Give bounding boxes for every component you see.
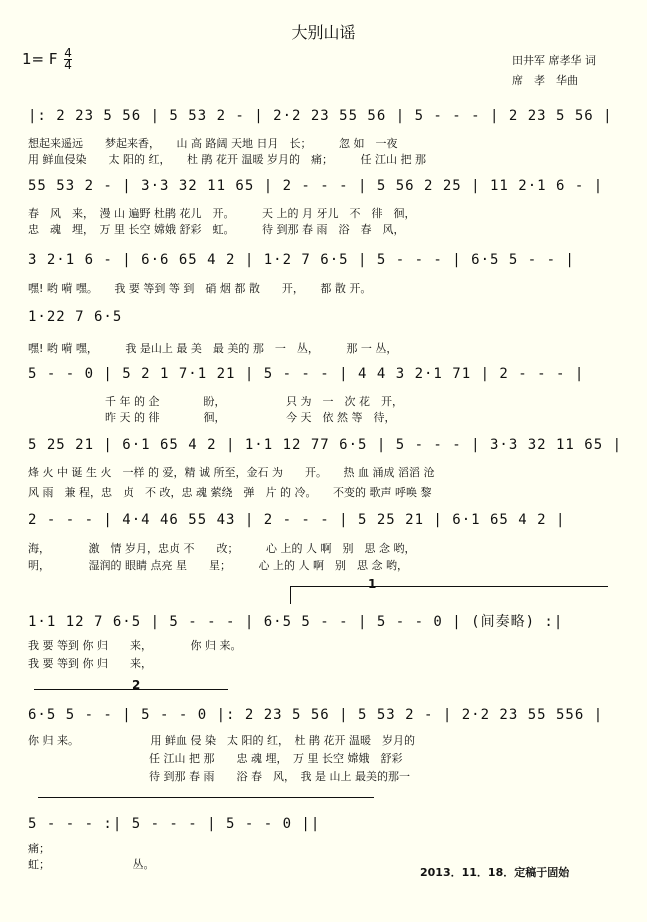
lyric-line-1a: 想起来遥远 梦起来香， 山 高 路阔 天地 日月 长； 忽 如 一夜 (28, 137, 398, 150)
notation-line-6: 5 25 21 | 6·1 65 4 2 | 1·1 12 77 6·5 | 5 - - - | 3·3 32 11 65 | (28, 437, 623, 453)
completion-date: 2013．11．18．定稿于固始 (420, 866, 570, 879)
notation-line-2: 55 53 2 - | 3·3 32 11 65 | 2 - - - | 5 56 2 25 | 11 2·1 6 - | (28, 178, 604, 194)
volta-2-number: 2 (132, 678, 141, 692)
time-signature (64, 48, 72, 71)
volta-1-bracket (290, 586, 608, 587)
notation-line-3: 3 2·1 6 - | 6·6 65 4 2 | 1·2 7 6·5 | 5 - - - | 6·5 5 - - | (28, 252, 575, 268)
notation-line-10: 5 - - - :| 5 - - - | 5 - - 0 || (28, 816, 321, 832)
lyric-line-2a: 春 风 来， 漫 山 遍野 杜鹃 花儿 开。 天 上的 月 牙儿 不 徘 徊， (28, 207, 416, 220)
lyric-line-7a: 海， 激 情 岁月，忠贞 不 改； 心 上的 人 啊 别 思 念 哟， (28, 542, 416, 555)
lyric-line-4a: 嘿! 哟 嗬 嘿， 我 是山上 最 美 最 美的 那 一 丛， 那 一 丛， (28, 342, 398, 355)
lyric-line-2b: 忠 魂 埋， 万 里 长空 嫦娥 舒彩 虹。 待 到那 春 雨 浴 春 风， (28, 223, 405, 236)
lyric-line-1b: 用 鲜血侵染 太 阳的 红， 杜 鹃 花开 温暖 岁月的 痛； 任 江山 把 那 (28, 153, 426, 166)
notation-line-8: 1·1 12 7 6·5 | 5 - - - | 6·5 5 - - | 5 - - 0 | (间奏略) :| (28, 614, 564, 630)
lyric-line-5b: 昨 天 的 徘 徊， 今 天 依 然 等 待， (28, 411, 396, 424)
notation-line-1: |: 2 23 5 56 | 5 53 2 - | 2·2 23 55 56 | 5 - - - | 2 23 5 56 | (28, 108, 613, 124)
volta-1-number: 1 (368, 577, 377, 591)
lyric-line-9b: 任 江山 把 那 忠 魂 埋， 万 里 长空 嫦娥 舒彩 (28, 752, 403, 765)
lyric-line-8a: 我 要 等到 你 归 来， 你 归 来。 (28, 639, 242, 652)
lyric-line-6b: 风 雨 兼 程，忠 贞 不 改，忠 魂 萦绕 弹 片 的 冷。 不变的 歌声 呼唤 黎 (28, 486, 432, 499)
volta-2-bracket (34, 689, 228, 690)
lyric-line-5a: 千 年 的 企 盼， 只 为 一 次 花 开， (28, 395, 403, 408)
lyric-line-10a: 痛； (28, 842, 50, 855)
composer-credit: 席 孝 华曲 (512, 74, 578, 87)
song-title: 大别山谣 (291, 23, 356, 42)
lyricist-credit: 田井军 席孝华 词 (512, 54, 596, 67)
volta-1-left-edge (290, 586, 291, 604)
time-top: 4 (64, 46, 72, 60)
lyric-line-6a: 烽 火 中 诞 生 火 一样 的 爱，精 诚 所至，金石 为 开。 热 血 涌成 滔滔 沧 (28, 466, 435, 479)
notation-line-7: 2 - - - | 4·4 46 55 43 | 2 - - - | 5 25 21 | 6·1 65 4 2 | (28, 512, 566, 528)
key-signature (22, 48, 72, 71)
key-label: 1= F (22, 50, 58, 68)
lyric-line-10b: 虹； 丛。 (28, 858, 155, 871)
lyric-line-9c: 待 到那 春 雨 浴 春 风， 我 是 山上 最美的那一 (28, 770, 410, 783)
ending-bracket (38, 797, 374, 798)
notation-line-4: 1·22 7 6·5 (28, 309, 123, 325)
time-bottom: 4 (64, 58, 72, 72)
notation-line-5: 5 - - 0 | 5 2 1 7·1 21 | 5 - - - | 4 4 3 2·1 71 | 2 - - - | (28, 366, 585, 382)
lyric-line-3a: 嘿! 哟 嗬 嘿。 我 要 等到 等 到 硝 烟 都 散 开， 都 散 开。 (28, 282, 372, 295)
notation-line-9: 6·5 5 - - | 5 - - 0 |: 2 23 5 56 | 5 53 2 - | 2·2 23 55 556 | (28, 707, 604, 723)
lyric-line-9a: 你 归 来。 用 鲜血 侵 染 太 阳的 红， 杜 鹃 花开 温暖 岁月的 (28, 734, 415, 747)
lyric-line-7b: 明， 湿润的 眼睛 点亮 星 星； 心 上的 人 啊 别 思 念 哟， (28, 559, 408, 572)
lyric-line-8b: 我 要 等到 你 归 来， (28, 657, 152, 670)
